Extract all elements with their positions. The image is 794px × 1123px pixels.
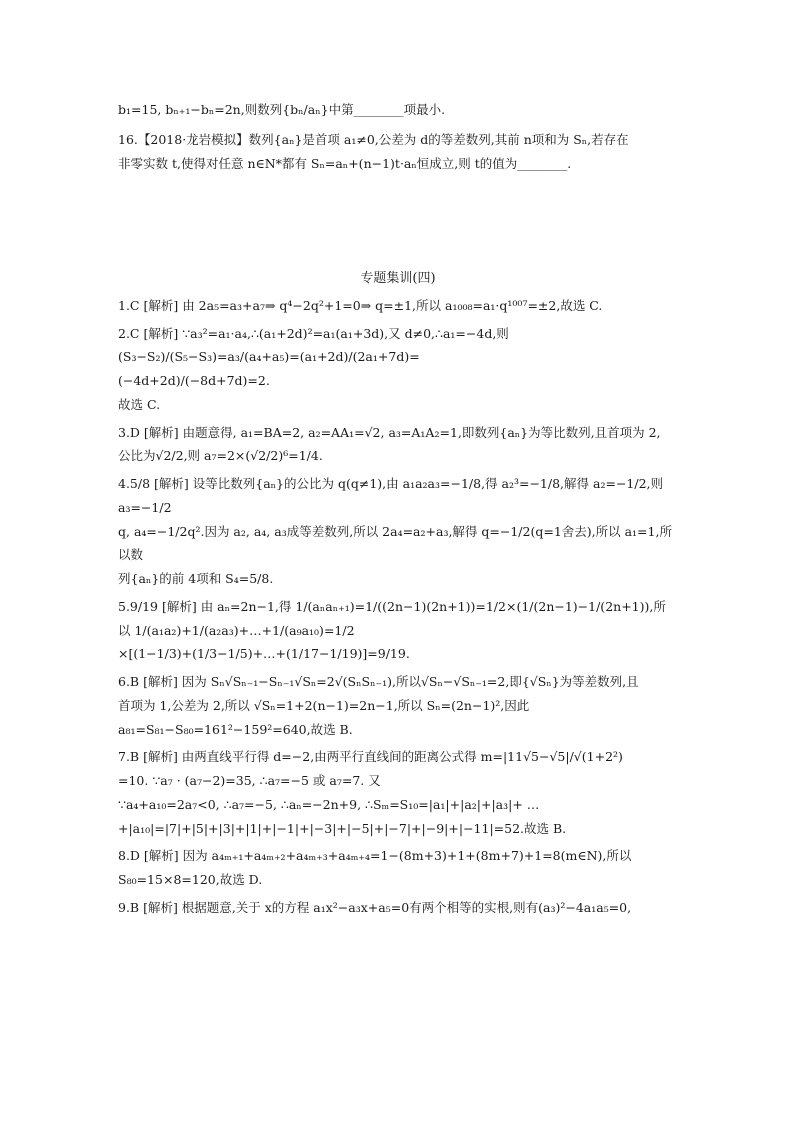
answer-line: a₈₁=S₈₁−S₈₀=161²−159²=640,故选 B.	[118, 721, 353, 737]
answer-item-9	[118, 896, 678, 920]
answer-line: S₈₀=15×8=120,故选 D.	[118, 872, 263, 888]
answer-line: 首项为 1,公差为 2,所以 √Sₙ=1+2(n−1)=2n−1,所以 Sₙ=(2n−1)²,因此	[118, 697, 530, 713]
answer-item-8	[118, 844, 678, 892]
question-16-line-2: 非零实数 t,使得对任意 n∈N*都有 Sₙ=aₙ+(n−1)t·aₙ恒成立,则 t的值为________.	[118, 155, 572, 171]
question-16-line-1: 16.【2018·龙岩模拟】数列{aₙ}是首项 a₁≠0,公差为 d的等差数列,其前 n项和为 Sₙ,若存在	[118, 131, 629, 147]
answer-line: 故选 C.	[118, 396, 161, 412]
answer-line: 公比为√2/2,则 a₇=2×(√2/2)⁶=1/4.	[118, 448, 323, 464]
section-title: 专题集训(四)	[360, 271, 436, 287]
answer-line: q, a₄=−1/2q².因为 a₂, a₄, a₃成等差数列,所以 2a₄=a₂+a₃,解得 q=−1/2(q=1舍去),所以 a₁=1,所以数	[118, 523, 672, 563]
answer-item-4	[118, 472, 678, 591]
answer-line: 7.B [解析] 由两直线平行得 d=−2,由两平行直线间的距离公式得 m=|11√5−√5|/√(1+2²)	[118, 749, 623, 765]
answer-line: 4.5/8 [解析] 设等比数列{aₙ}的公比为 q(q≠1),由 a₁a₂a₃=−1/8,得 a₂³=−1/8,解得 a₂=−1/2,则 a₃=−1/2	[118, 476, 664, 515]
answer-item-2	[118, 322, 678, 417]
answer-line: ∵a₄+a₁₀=2a₇<0, ∴a₇=−5, ∴aₙ=−2n+9, ∴Sₘ=S₁₀=|a₁|+|a₂|+|a₃|+ …	[118, 796, 540, 812]
answer-item-1	[118, 294, 678, 318]
answer-item-7	[118, 745, 678, 840]
document-page	[118, 98, 678, 924]
answer-line: =10. ∵a₇ · (a₇−2)=35, ∴a₇=−5 或 a₇=7. 又	[118, 773, 381, 789]
answer-line: 9.B [解析] 根据题意,关于 x的方程 a₁x²−a₃x+a₅=0有两个相等的实根,则有(a₃)²−4a₁a₅=0,	[118, 899, 632, 915]
answer-line: (−4d+2d)/(−8d+7d)=2.	[118, 373, 270, 389]
answer-line: +|a₁₀|=|7|+|5|+|3|+|1|+|−1|+|−3|+|−5|+|−7|+|−9|+|−11|=52.故选 B.	[118, 820, 567, 836]
answer-line: 2.C [解析] ∵a₃²=a₁·a₄,∴(a₁+2d)²=a₁(a₁+3d),又 d≠0,∴a₁=−4d,则(S₃−S₂)/(S₅−S₃)=a₃/(a₄+a₅)=(a₁+2d)/(2a₁+7d)=	[118, 325, 509, 365]
answer-line: 1.C [解析] 由 2a₅=a₃+a₇⇒ q⁴−2q²+1=0⇒ q=±1,所以 a₁₀₀₈=a₁·q¹⁰⁰⁷=±2,故选 C.	[118, 297, 603, 313]
answer-line: 6.B [解析] 因为 Sₙ√Sₙ₋₁−Sₙ₋₁√Sₙ=2√(SₙSₙ₋₁),所以√Sₙ−√Sₙ₋₁=2,即{√Sₙ}为等差数列,且	[118, 674, 639, 690]
answer-line: 5.9/19 [解析] 由 aₙ=2n−1,得 1/(aₙaₙ₊₁)=1/((2n−1)(2n+1))=1/2×(1/(2n−1)−1/(2n+1)),所以 1/(a₁a₂)+1/(a₂a₃)+…+1/(a₉a₁₀)=1/2	[118, 598, 666, 638]
answer-list	[118, 294, 678, 920]
answer-line: 列{aₙ}的前 4项和 S₄=5/8.	[118, 571, 274, 587]
question-15-tail: b₁=15, bₙ₊₁−bₙ=2n,则数列{bₙ/aₙ}中第________项最小.	[118, 102, 446, 117]
answer-line: 3.D [解析] 由题意得, a₁=BA=2, a₂=AA₁=√2, a₃=A₁A₂=1,即数列{aₙ}为等比数列,且首项为 2,	[118, 424, 661, 440]
answer-item-5	[118, 595, 678, 666]
answer-item-3	[118, 421, 678, 469]
answer-line: 8.D [解析] 因为 a₄ₘ₊₁+a₄ₘ₊₂+a₄ₘ₊₃+a₄ₘ₊₄=1−(8m+3)+1+(8m+7)+1=8(m∈N),所以	[118, 848, 632, 864]
answer-line: ×[(1−1/3)+(1/3−1/5)+…+(1/17−1/19)]=9/19.	[118, 646, 410, 662]
answer-item-6	[118, 670, 678, 741]
